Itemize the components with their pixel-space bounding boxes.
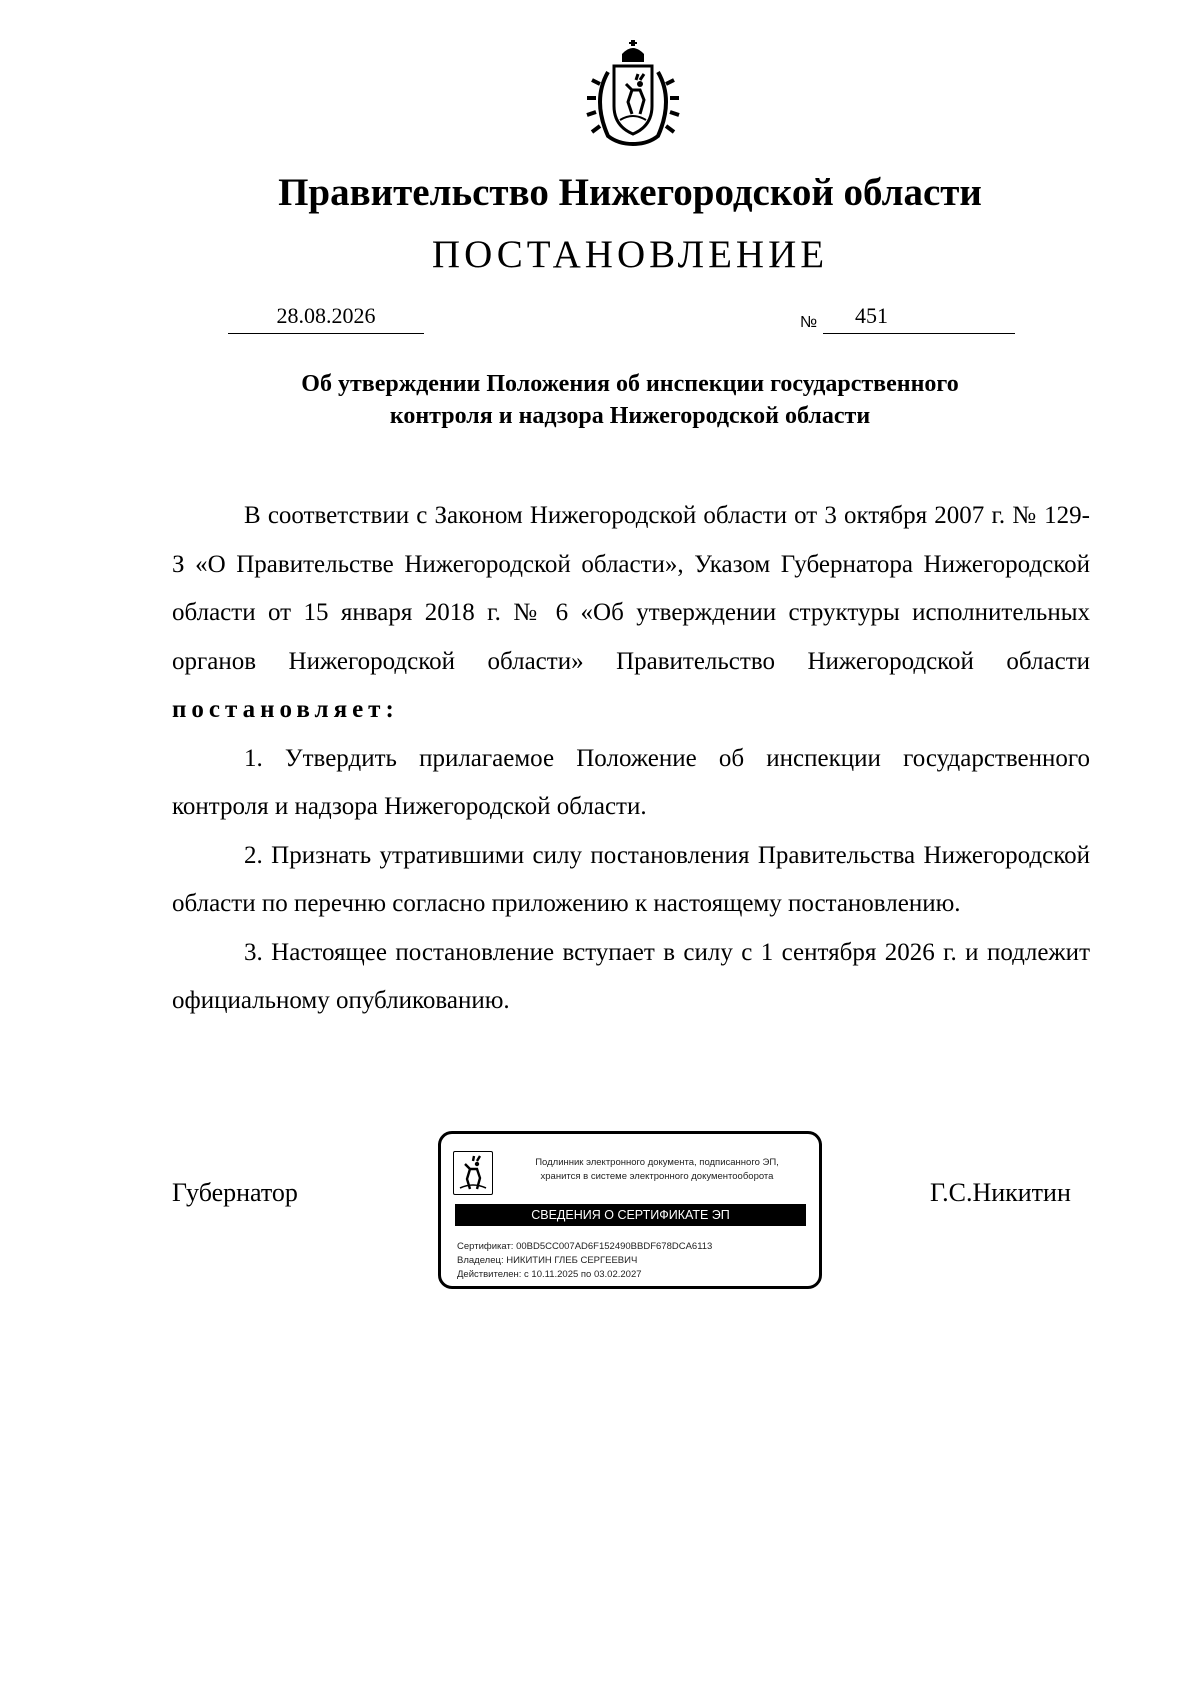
- certificate-serial: Сертификат: 00BD5CC007AD6F152490BBDF678DCA6113: [457, 1241, 713, 1252]
- stamp-note-line-2: хранится в системе электронного документооборота: [540, 1171, 774, 1182]
- certificate-info: [457, 1240, 712, 1282]
- document-type: ПОСТАНОВЛЕНИЕ: [431, 233, 829, 276]
- number-sign: №: [800, 314, 818, 331]
- document-number: 451: [855, 303, 888, 328]
- subject-line-1: Об утверждении Положения об инспекции государственного: [301, 371, 959, 397]
- deer-emblem-icon: [453, 1151, 493, 1195]
- electronic-signature-stamp: [438, 1131, 822, 1289]
- stamp-header: СВЕДЕНИЯ О СЕРТИФИКАТЕ ЭП: [455, 1204, 806, 1226]
- item-paragraph-3: 3. Настоящее постановление вступает в силу с 1 сентября 2026 г. и подлежит официальному опубликованию.: [172, 938, 1090, 1014]
- item-paragraph-1: 1. Утвердить прилагаемое Положение об инспекции государственного контроля и надзора Нижегородской области.: [172, 744, 1090, 820]
- stamp-note: [501, 1156, 813, 1184]
- preamble-paragraph: [172, 492, 1090, 735]
- subject-line-2: контроля и надзора Нижегородской области: [389, 403, 871, 429]
- document-subject: [0, 368, 1200, 432]
- certificate-validity: Действителен: с 10.11.2025 по 03.02.2027: [457, 1269, 642, 1280]
- item-paragraph-2: 2. Признать утратившими силу постановления Правительства Нижегородской области по перечню согласно приложению к настоящему постановлению.: [172, 841, 1090, 917]
- document-date: 28.08.2026: [228, 303, 424, 334]
- signatory-name: Г.С.Никитин: [930, 1178, 1071, 1207]
- organization-name: Правительство Нижегородской области: [278, 171, 982, 214]
- signatory-title: Губернатор: [172, 1178, 298, 1207]
- preamble-text: В соответствии с Законом Нижегородской области от 3 октября 2007 г. № 129-З «О Правительстве Нижегородской области», Указом Губернатора Нижегородской области от 15 января 2018 г. № 6 «Об утверждении структуры исполнительных органов Нижегородской области» Правительство Нижегородской области: [172, 502, 1090, 675]
- resolves-word: постановляет:: [172, 696, 399, 723]
- document-number-field: [823, 303, 1015, 334]
- coat-of-arms-icon: [578, 40, 688, 150]
- certificate-owner: Владелец: НИКИТИН ГЛЕБ СЕРГЕЕВИЧ: [457, 1255, 638, 1266]
- stamp-note-line-1: Подлинник электронного документа, подписанного ЭП,: [535, 1157, 779, 1168]
- document-body: [172, 492, 1090, 1026]
